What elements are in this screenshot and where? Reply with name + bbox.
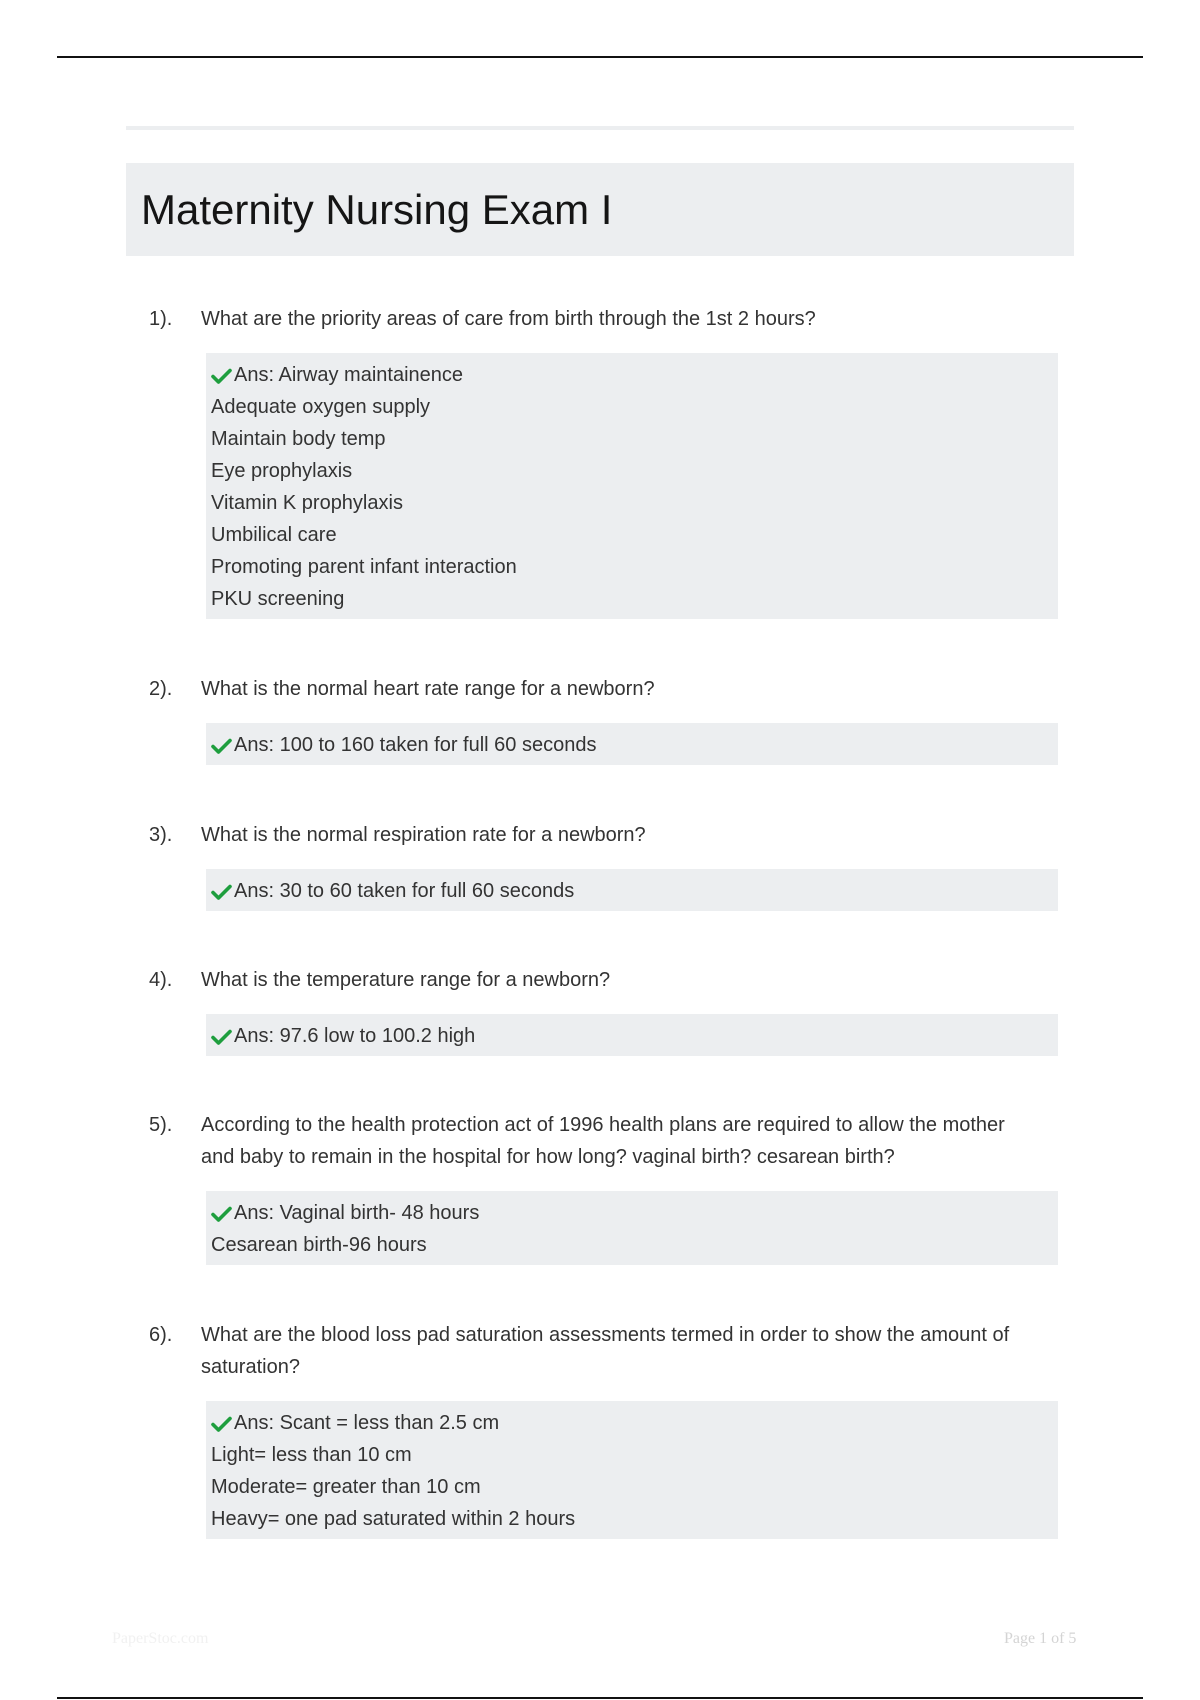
question-number: 6).	[149, 1324, 173, 1346]
checkmark-icon	[211, 1029, 232, 1045]
answer-box	[206, 1014, 1058, 1056]
answer-line: Umbilical care	[211, 524, 337, 546]
page-title: Maternity Nursing Exam I	[141, 186, 613, 233]
question-4	[126, 964, 1074, 1056]
answer-line: Ans: Airway maintainence	[211, 359, 1053, 391]
question-6	[126, 1319, 1074, 1539]
answer-line: Light= less than 10 cm	[211, 1444, 412, 1466]
answer-line: Adequate oxygen supply	[211, 396, 431, 418]
question-number: 3).	[149, 824, 173, 846]
question-1	[126, 303, 1074, 619]
answer-line: Maintain body temp	[211, 428, 386, 450]
top-rule	[57, 56, 1143, 58]
question-number: 4).	[149, 969, 173, 991]
answer-box	[206, 869, 1058, 911]
answer-line: Ans: Scant = less than 2.5 cm	[211, 1407, 1053, 1439]
question-number: 2).	[149, 678, 173, 700]
checkmark-icon	[211, 1416, 232, 1432]
question-number: 5).	[149, 1114, 173, 1136]
answer-box	[206, 353, 1058, 619]
answer-line: Ans: 30 to 60 taken for full 60 seconds	[211, 875, 1053, 907]
bottom-rule	[57, 1697, 1143, 1699]
answer-line: Ans: 100 to 160 taken for full 60 seconds	[211, 729, 1053, 761]
checkmark-icon	[211, 1206, 232, 1222]
answer-line: Vitamin K prophylaxis	[211, 492, 403, 514]
question-3	[126, 819, 1074, 911]
answer-line: Ans: Vaginal birth- 48 hours	[211, 1197, 1053, 1229]
page-indicator: Page 1 of 5	[1004, 1630, 1077, 1647]
answer-line: Moderate= greater than 10 cm	[211, 1476, 481, 1498]
question-2	[126, 673, 1074, 765]
answer-line: Ans: 97.6 low to 100.2 high	[211, 1020, 1053, 1052]
question-text: What are the blood loss pad saturation assessments termed in order to show the amount of saturation?	[201, 1324, 1010, 1378]
answer-line: Eye prophylaxis	[211, 460, 353, 482]
question-text: What is the temperature range for a newborn?	[201, 969, 611, 991]
checkmark-icon	[211, 368, 232, 384]
question-5	[126, 1109, 1074, 1265]
answer-line: Cesarean birth-96 hours	[211, 1234, 427, 1256]
checkmark-icon	[211, 884, 232, 900]
answer-box	[206, 723, 1058, 765]
question-text: What are the priority areas of care from birth through the 1st 2 hours?	[201, 308, 816, 330]
header-divider	[126, 126, 1074, 130]
title-banner	[126, 163, 1074, 256]
answer-line: Heavy= one pad saturated within 2 hours	[211, 1508, 576, 1530]
footer-watermark: PaperStoc.com	[112, 1630, 209, 1647]
answer-box	[206, 1401, 1058, 1539]
question-number: 1).	[149, 308, 173, 330]
question-text: According to the health protection act of 1996 health plans are required to allow the mother and baby to remain in the hospital for how long? vaginal birth? cesarean birth?	[201, 1114, 1005, 1168]
answer-box	[206, 1191, 1058, 1265]
question-text: What is the normal respiration rate for a newborn?	[201, 824, 646, 846]
question-text: What is the normal heart rate range for a newborn?	[201, 678, 655, 700]
answer-line: Promoting parent infant interaction	[211, 556, 517, 578]
answer-line: PKU screening	[211, 588, 345, 610]
checkmark-icon	[211, 738, 232, 754]
